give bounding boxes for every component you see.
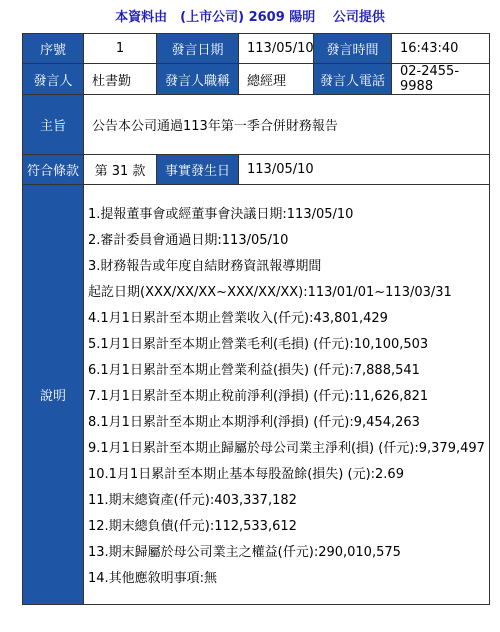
description-line: 2.審計委員會通過日期:113/05/10: [88, 233, 289, 248]
title-value: 總經理: [239, 64, 314, 95]
date-label: 發言日期: [157, 34, 239, 64]
table-row: [23, 64, 490, 95]
event-date-value: 113/05/10: [239, 155, 490, 185]
speaker-label: 發言人: [23, 64, 84, 95]
page-header: 本資料由 (上市公司) 2609 陽明 公司提供: [115, 10, 385, 25]
description-line: 7.1月1日累計至本期止稅前淨利(淨損) (仟元):11,626,821: [88, 389, 429, 404]
time-value: 16:43:40: [392, 34, 490, 64]
description-line: 起訖日期(XXX/XX/XX~XXX/XX/XX):113/01/01~113/03/31: [88, 285, 452, 300]
clause-value: 第 31 款: [84, 155, 157, 185]
subject-label: 主旨: [23, 95, 84, 155]
seq-label: 序號: [23, 34, 84, 64]
description-cell: [84, 185, 490, 605]
description-line: 14.其他應敘明事項:無: [88, 571, 218, 586]
seq-value: 1: [84, 34, 157, 64]
description-line: 5.1月1日累計至本期止營業毛利(毛損) (仟元):10,100,503: [88, 337, 429, 352]
subject-value: 公告本公司通過113年第一季合併財務報告: [84, 95, 490, 155]
description-line: 3.財務報告或年度自結財務資訊報導期間: [88, 259, 322, 274]
description-line: 9.1月1日累計至本期止歸屬於母公司業主淨利(損) (仟元):9,379,497: [88, 441, 485, 456]
description-line: 11.期末總資產(仟元):403,337,182: [88, 493, 297, 508]
description-label: 說明: [23, 185, 84, 605]
phone-value: 02-2455-9988: [392, 64, 490, 95]
description-list: [84, 185, 489, 592]
event-date-label: 事實發生日: [157, 155, 239, 185]
table-row: [23, 155, 490, 185]
description-line: 12.期末總負債(仟元):112,533,612: [88, 519, 297, 534]
description-line: 10.1月1日累計至本期止基本每股盈餘(損失) (元):2.69: [88, 467, 404, 482]
table-row: [23, 34, 490, 64]
clause-label: 符合條款: [23, 155, 84, 185]
announcement-table: [22, 33, 490, 605]
date-value: 113/05/10: [239, 34, 314, 64]
table-row: [23, 185, 490, 605]
title-label: 發言人職稱: [157, 64, 239, 95]
phone-label: 發言人電話: [314, 64, 392, 95]
time-label: 發言時間: [314, 34, 392, 64]
table-row: [23, 95, 490, 155]
description-line: 13.期末歸屬於母公司業主之權益(仟元):290,010,575: [88, 545, 401, 560]
speaker-value: 杜書勤: [84, 64, 157, 95]
description-line: 4.1月1日累計至本期止營業收入(仟元):43,801,429: [88, 311, 388, 326]
description-line: 6.1月1日累計至本期止營業利益(損失) (仟元):7,888,541: [88, 363, 420, 378]
description-line: 1.提報董事會或經董事會決議日期:113/05/10: [88, 207, 354, 222]
description-line: 8.1月1日累計至本期止本期淨利(淨損) (仟元):9,454,263: [88, 415, 420, 430]
